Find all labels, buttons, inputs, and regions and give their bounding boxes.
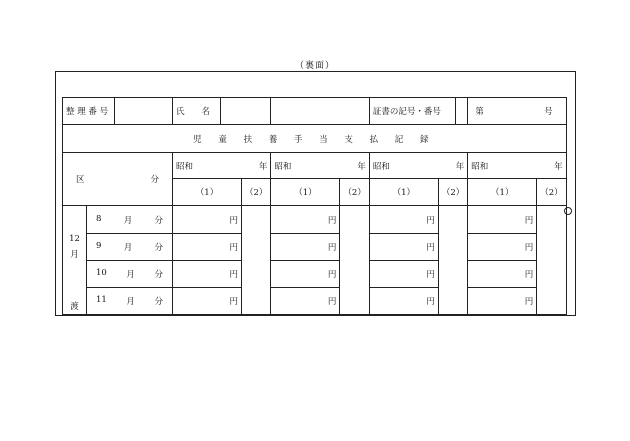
side-tsuki: 月 — [70, 250, 79, 260]
seiri-bango-label: 整 理 番 号 — [66, 107, 109, 117]
month-row — [63, 234, 567, 261]
month-row — [63, 288, 567, 315]
yen-cell[interactable]: 円 — [468, 261, 537, 288]
yen-cell[interactable]: 円 — [369, 234, 438, 261]
shosho-cell — [369, 98, 467, 125]
month-row — [63, 206, 567, 234]
yen-cell[interactable]: 円 — [173, 206, 242, 234]
period-3[interactable] — [369, 153, 467, 179]
column-2-cell[interactable] — [340, 206, 369, 315]
era-label: 昭和 — [176, 161, 194, 172]
sub-header-1: （1） — [173, 179, 242, 206]
column-2-cell[interactable] — [242, 206, 271, 315]
header-row — [63, 98, 567, 125]
month-label: 11 月 分 — [87, 288, 173, 315]
era-label: 昭和 — [274, 161, 292, 172]
era-label: 昭和 — [471, 161, 489, 172]
yen-cell[interactable]: 円 — [173, 288, 242, 315]
yen-cell[interactable]: 円 — [173, 234, 242, 261]
side-label-cell — [63, 206, 87, 315]
kubun-right: 分 — [150, 175, 159, 185]
dai-label: 第 — [475, 107, 484, 117]
column-2-cell[interactable] — [537, 206, 566, 315]
seiri-bango-value[interactable] — [114, 98, 172, 124]
kubun-cell — [63, 153, 173, 206]
kubun-left: 区 — [76, 175, 85, 185]
side-month-num: 12 — [69, 234, 80, 244]
dai-go-cell[interactable] — [468, 98, 566, 125]
nen-label: 年 — [258, 161, 268, 172]
sub-header-2: （2） — [438, 179, 467, 206]
nen-label: 年 — [554, 161, 563, 172]
yen-cell[interactable]: 円 — [369, 288, 438, 315]
shosho-label: 証書の記号・番号 — [372, 107, 441, 117]
go-label: 号 — [544, 107, 553, 117]
seiri-bango-cell — [63, 98, 173, 125]
period-2[interactable] — [271, 153, 369, 179]
month-label: 10 月 分 — [87, 261, 173, 288]
nen-label: 年 — [455, 161, 465, 172]
yen-cell[interactable]: 円 — [468, 234, 537, 261]
era-label: 昭和 — [372, 161, 390, 172]
table-title: 児 童 扶 養 手 当 支 払 記 録 — [63, 125, 567, 153]
yen-cell[interactable]: 円 — [173, 261, 242, 288]
period-row — [63, 153, 567, 179]
yen-cell[interactable]: 円 — [369, 261, 438, 288]
sub-header-1: （1） — [468, 179, 537, 206]
sub-header-1: （1） — [271, 179, 340, 206]
sub-header-2: （2） — [537, 179, 566, 206]
sub-header-1: （1） — [369, 179, 438, 206]
sub-header-2: （2） — [242, 179, 271, 206]
period-4[interactable] — [468, 153, 566, 179]
yen-cell[interactable]: 円 — [369, 206, 438, 234]
back-side-heading: （裏面） — [294, 61, 335, 71]
nen-label: 年 — [357, 161, 366, 172]
shimei-label: 氏 名 — [176, 107, 211, 117]
yen-cell[interactable]: 円 — [468, 288, 537, 315]
payment-record-table — [62, 97, 567, 315]
month-row — [63, 261, 567, 288]
column-2-cell[interactable] — [438, 206, 467, 315]
side-watashi: 渡 — [70, 302, 79, 312]
period-1[interactable] — [173, 153, 271, 179]
yen-cell[interactable]: 円 — [468, 206, 537, 234]
yen-cell[interactable]: 円 — [271, 206, 340, 234]
yen-cell[interactable]: 円 — [271, 261, 340, 288]
sub-header-2: （2） — [340, 179, 369, 206]
shimei-value[interactable] — [271, 98, 369, 125]
month-label: 8 月 分 — [87, 206, 173, 234]
shimei-cell — [173, 98, 271, 125]
yen-cell[interactable]: 円 — [271, 234, 340, 261]
title-row — [63, 125, 567, 153]
yen-cell[interactable]: 円 — [271, 288, 340, 315]
shimei-value-left[interactable] — [220, 98, 270, 124]
month-label: 9 月 分 — [87, 234, 173, 261]
